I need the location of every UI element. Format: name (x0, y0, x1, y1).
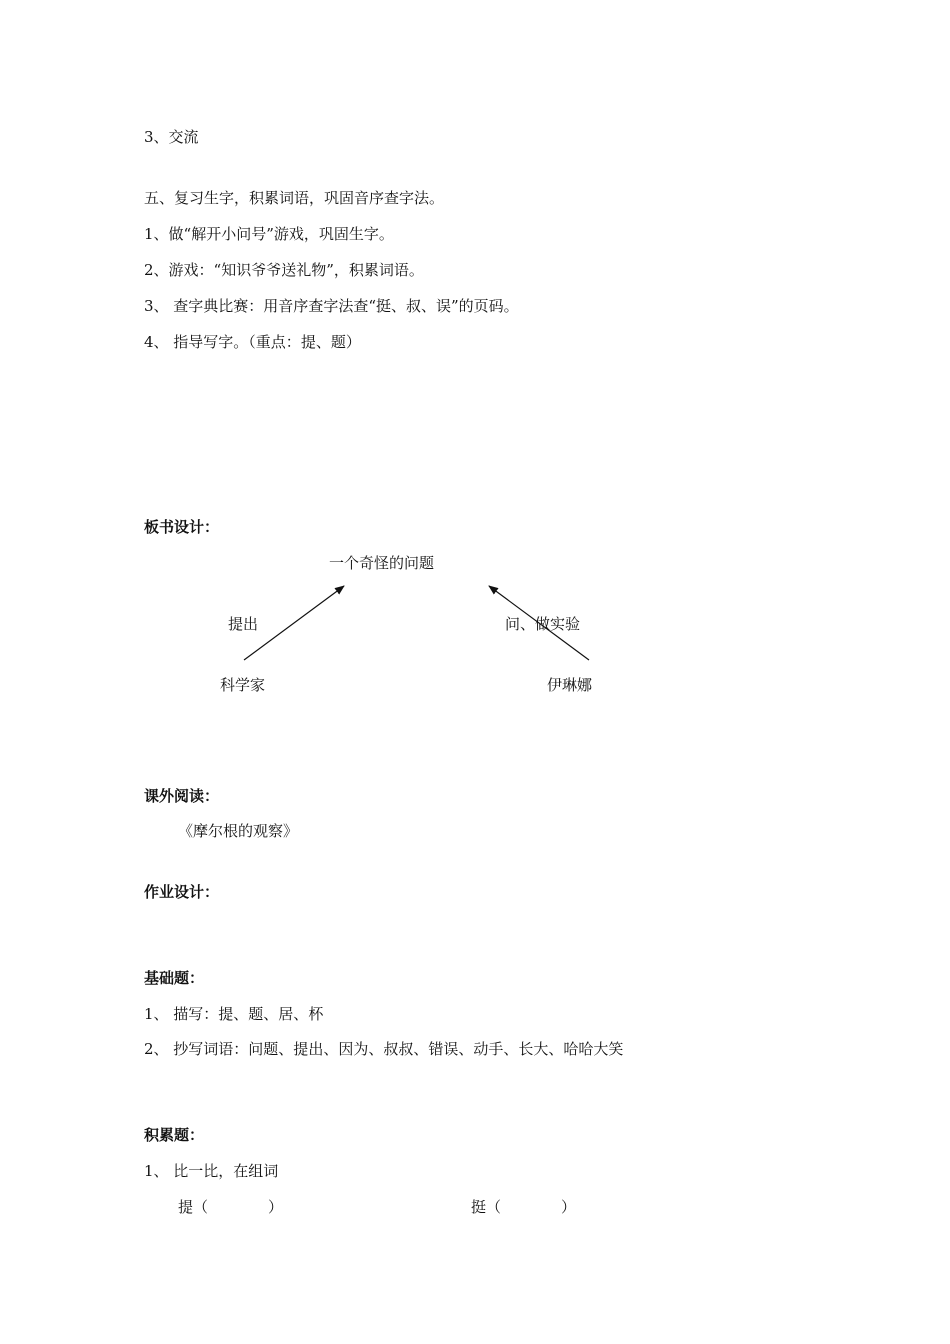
left-node: 科学家 (220, 676, 266, 694)
exchange-line: 3、交流 (144, 128, 199, 146)
left-arrow-label: 提出 (228, 615, 259, 633)
board-title: 一个奇怪的问题 (329, 554, 435, 572)
list-item: 1、 比一比，在组词 (144, 1162, 279, 1180)
compare-right: 挺（ ） (471, 1198, 577, 1216)
right-node: 伊琳娜 (547, 676, 593, 694)
list-item: 4、 指导写字。（重点：提、题） (144, 333, 361, 351)
basic-heading: 基础题： (144, 969, 205, 987)
board-design-heading: 板书设计： (144, 518, 220, 536)
compare-left: 提（ ） (178, 1198, 284, 1216)
section-five-heading: 五、复习生字，积累词语，巩固音序查字法。 (144, 189, 445, 207)
list-item: 2、 抄写词语：问题、提出、因为、叔叔、错误、动手、长大、哈哈大笑 (144, 1040, 624, 1058)
list-item: 1、 描写：提、题、居、杯 (144, 1005, 324, 1023)
homework-heading: 作业设计： (144, 883, 220, 901)
extra-reading-book: 《摩尔根的观察》 (178, 822, 299, 840)
accumulate-heading: 积累题： (144, 1126, 205, 1144)
list-item: 1、做“解开小问号”游戏，巩固生字。 (144, 225, 394, 243)
right-arrow-label: 问、做实验 (505, 615, 581, 633)
list-item: 3、 查字典比赛：用音序查字法查“挺、叔、误”的页码。 (144, 297, 519, 315)
left-arrow (244, 586, 344, 660)
right-arrow (489, 586, 589, 660)
extra-reading-heading: 课外阅读： (144, 787, 220, 805)
list-item: 2、游戏：“知识爷爷送礼物”，积累词语。 (144, 261, 424, 279)
